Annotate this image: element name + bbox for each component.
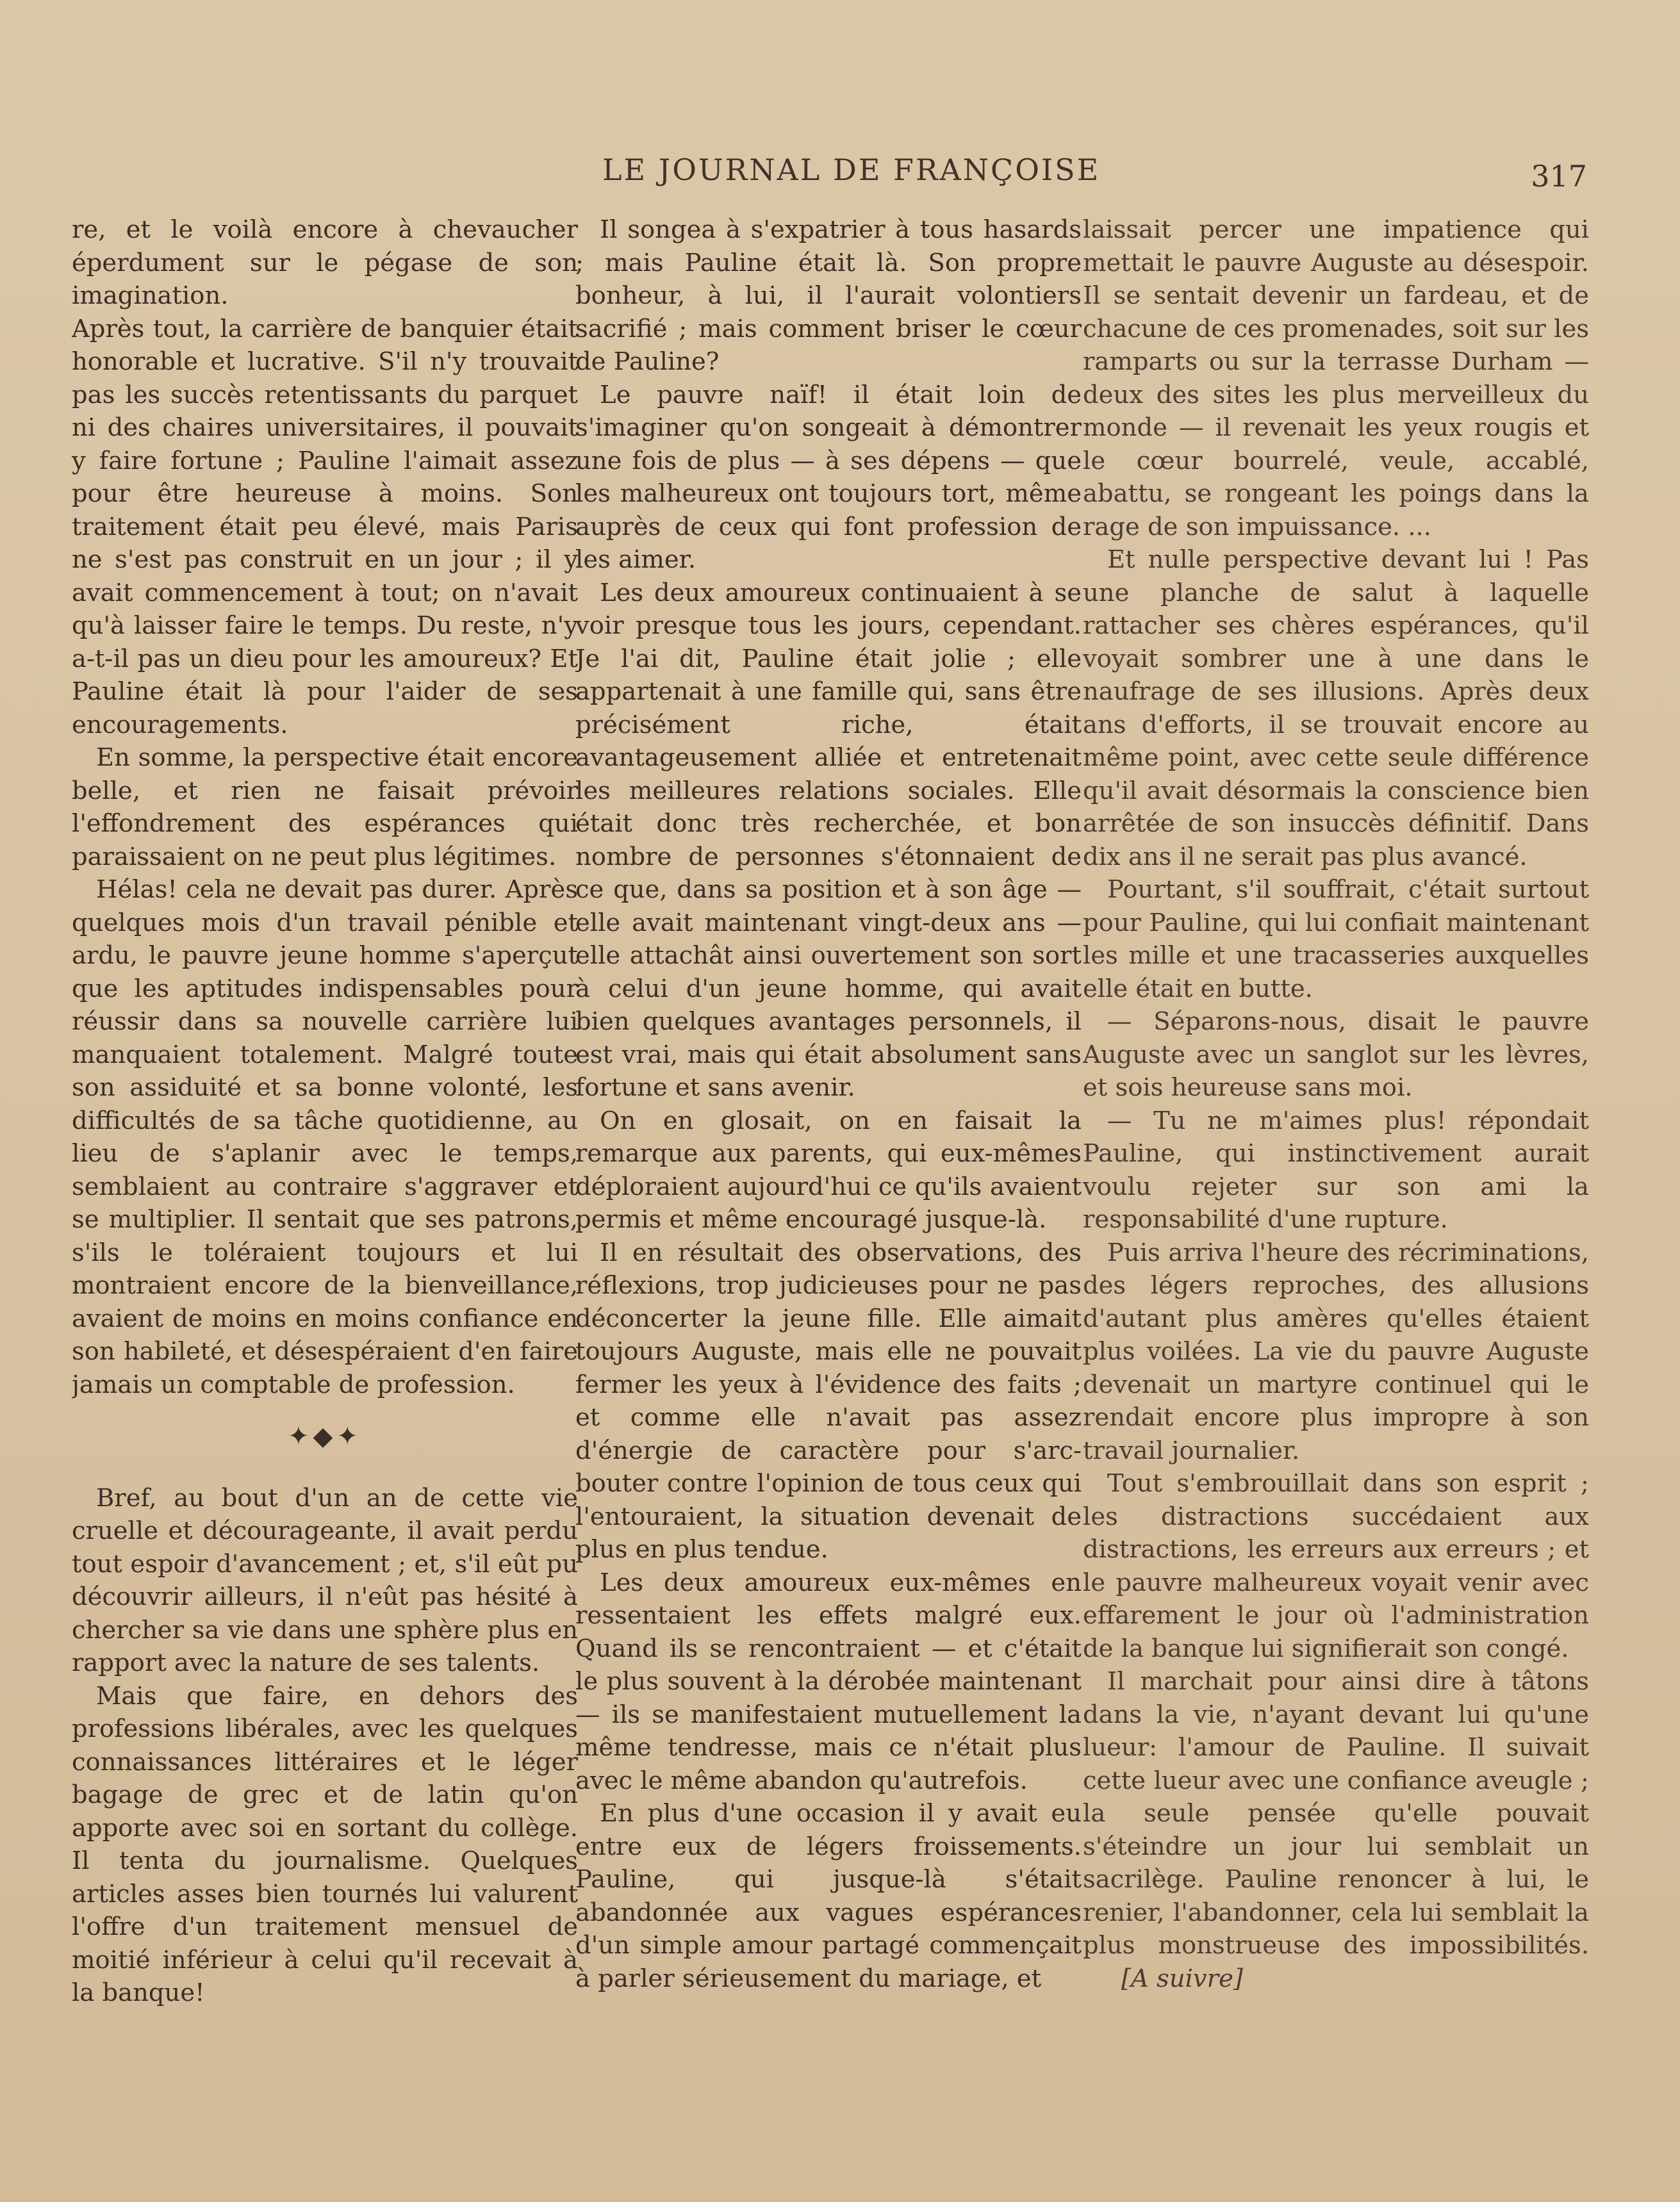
paragraph: Puis arriva l'heure des récriminations, des légers reproches, des allusions d'autant plus amères qu'elles étaient plus voilées. La vie du pauvre Auguste devenait un martyre continuel qui le rendait encore plus impropre à son travail journalier. [1083, 1238, 1589, 1465]
paragraph-text: Il marchait pour ainsi dire à tâtons dans la vie, n'ayant devant lui qu'une lueur: l'amour de Pauline. Il suivait cette lueur avec une confiance aveugle ; la seule pensée qu'elle pouvait s'éteindre un jour lui semblait un sacrilège. Pauline renoncer à lui, le renier, l'abandonner, cela lui semblait la plus monstrueuse des impossibilités. [1083, 1667, 1589, 1960]
continued-note: [A suivre] [1121, 1964, 1243, 1993]
text-column-3 [1083, 213, 1589, 2123]
paragraph: En plus d'une occasion il y avait eu entre eux de légers froissements. Pauline, qui jusque-là s'était abandonnée aux vagues espérances d'un simple amour partagé commençait à parler sérieusement du mariage, et [575, 1799, 1082, 1993]
paragraph: Pourtant, s'il souffrait, c'était surtout pour Pauline, qui lui confiait maintenant les mille et une tracasseries auxquelles elle était en butte. [1083, 875, 1589, 1003]
section-ornament: ✦◆✦ [288, 1422, 362, 1451]
paragraph: re, et le voilà encore à chevaucher éperdument sur le pégase de son imagination. [72, 215, 578, 310]
page-header [0, 152, 1680, 204]
paragraph: Il songea à s'expatrier à tous hasards ; mais Pauline était là. Son propre bonheur, à lui, il l'aurait volontiers sacrifié ; mais comment briser le cœur de Pauline? [575, 215, 1082, 376]
paragraph: Les deux amoureux eux-mêmes en ressentaient les effets malgré eux. Quand ils se rencontraient — et c'était le plus souvent à la dérobée maintenant — ils se manifestaient mutuellement la même tendresse, mais ce n'était plus avec le même abandon qu'autrefois. [575, 1568, 1082, 1795]
text-column-2 [575, 213, 1082, 2123]
paragraph: Après tout, la carrière de banquier était honorable et lucrative. S'il n'y trouvait pas les succès retentissants du parquet ni des chaires universitaires, il pouvait y faire fortune ; Pauline l'aimait assez pour être heureuse à moins. Son traitement était peu élevé, mais Paris ne s'est pas construit en un jour ; il y avait commencement à tout; on n'avait qu'à laisser faire le temps. Du reste, n'y a-t-il pas un dieu pour les amoureux? Et Pauline était là pour l'aider de ses encouragements. [72, 314, 578, 739]
paragraph: laissait percer une impatience qui mettait le pauvre Auguste au désespoir. Il se sentait devenir un fardeau, et de chacune de ces promenades, soit sur les ramparts ou sur la terrasse Durham — deux des sites les plus merveilleux du monde — il revenait les yeux rougis et le cœur bourrelé, veule, accablé, abattu, se rongeant les poings dans la rage de son impuissance. ... [1083, 215, 1589, 541]
paragraph: — Séparons-nous, disait le pauvre Auguste avec un sanglot sur les lèvres, et sois heureuse sans moi. [1083, 1007, 1589, 1102]
running-title: LE JOURNAL DE FRANÇOISE [602, 152, 1101, 187]
paragraph: Il en résultait des observations, des réflexions, trop judicieuses pour ne pas déconcerter la jeune fille. Elle aimait toujours Auguste, mais elle ne pouvait fermer les yeux à l'évidence des faits ; et comme elle n'avait pas assez d'énergie de caractère pour s'arc-bouter contre l'opinion de tous ceux qui l'entouraient, la situation devenait de plus en plus tendue. [575, 1238, 1082, 1564]
paragraph [1083, 1665, 1589, 1995]
page-number: 317 [1531, 159, 1587, 193]
paragraph: Le pauvre naïf! il était loin de s'imaginer qu'on songeait à démontrer une fois de plus — à ses dépens — que les malheureux ont toujours tort, même auprès de ceux qui font profession de les aimer. [575, 380, 1082, 574]
paragraph: Et nulle perspective devant lui ! Pas une planche de salut à laquelle rattacher ses chères espérances, qu'il voyait sombrer une à une dans le naufrage de ses illusions. Après deux ans d'efforts, il se trouvait encore au même point, avec cette seule différence qu'il avait désormais la conscience bien arrêtée de son insuccès définitif. Dans dix ans il ne serait pas plus avancé. [1083, 545, 1589, 871]
paragraph: Les deux amoureux continuaient à se voir presque tous les jours, cependant. Je l'ai dit, Pauline était jolie ; elle appartenait à une famille qui, sans être précisément riche, était avantageusement alliée et entretenait les meilleures relations sociales. Elle était donc très recherchée, et bon nombre de personnes s'étonnaient de ce que, dans sa position et à son âge — elle avait maintenant vingt-deux ans — elle attachât ainsi ouvertement son sort à celui d'un jeune homme, qui avait bien quelques avantages personnels, il est vrai, mais qui était absolument sans fortune et sans avenir. [575, 578, 1082, 1102]
paragraph: On en glosait, on en faisait la remarque aux parents, qui eux-mêmes déploraient aujourd'hui ce qu'ils avaient permis et même encouragé jusque-là. [575, 1106, 1082, 1234]
paragraph: Hélas! cela ne devait pas durer. Après quelques mois d'un travail pénible et ardu, le pauvre jeune homme s'aperçut que les aptitudes indispensables pour réussir dans sa nouvelle carrière lui manquaient totalement. Malgré toute son assiduité et sa bonne volonté, les difficultés de sa tâche quotidienne, au lieu de s'aplanir avec le temps, semblaient au contraire s'aggraver et se multiplier. Il sentait que ses patrons, s'ils le toléraient toujours et lui montraient encore de la bienveillance, avaient de moins en moins confiance en son habileté, et désespéraient d'en faire jamais un comptable de profession. [72, 875, 578, 1399]
paragraph: — Tu ne m'aimes plus! répondait Pauline, qui instinctivement aurait voulu rejeter sur son ami la responsabilité d'une rupture. [1083, 1106, 1589, 1234]
paragraph: Bref, au bout d'un an de cette vie cruelle et décourageante, il avait perdu tout espoir d'avancement ; et, s'il eût pu découvrir ailleurs, il n'eût pas hésité à chercher sa vie dans une sphère plus en rapport avec la nature de ses talents. [72, 1483, 578, 1677]
paragraph: Tout s'embrouillait dans son esprit ; les distractions succédaient aux distractions, les erreurs aux erreurs ; et le pauvre malheureux voyait venir avec effarement le jour où l'administration de la banque lui signifierait son congé. [1083, 1469, 1589, 1663]
paragraph: Mais que faire, en dehors des professions libérales, avec les quelques connaissances littéraires et le léger bagage de grec et de latin qu'on apporte avec soi en sortant du collège. Il tenta du journalisme. Quelques articles asses bien tournés lui valurent l'offre d'un traitement mensuel de moitié inférieur à celui qu'il recevait à la banque! [72, 1681, 578, 2007]
paragraph: En somme, la perspective était encore belle, et rien ne faisait prévoir l'effondrement des espérances qui paraissaient on ne peut plus légitimes. [72, 743, 578, 871]
text-column-1 [72, 213, 578, 2123]
